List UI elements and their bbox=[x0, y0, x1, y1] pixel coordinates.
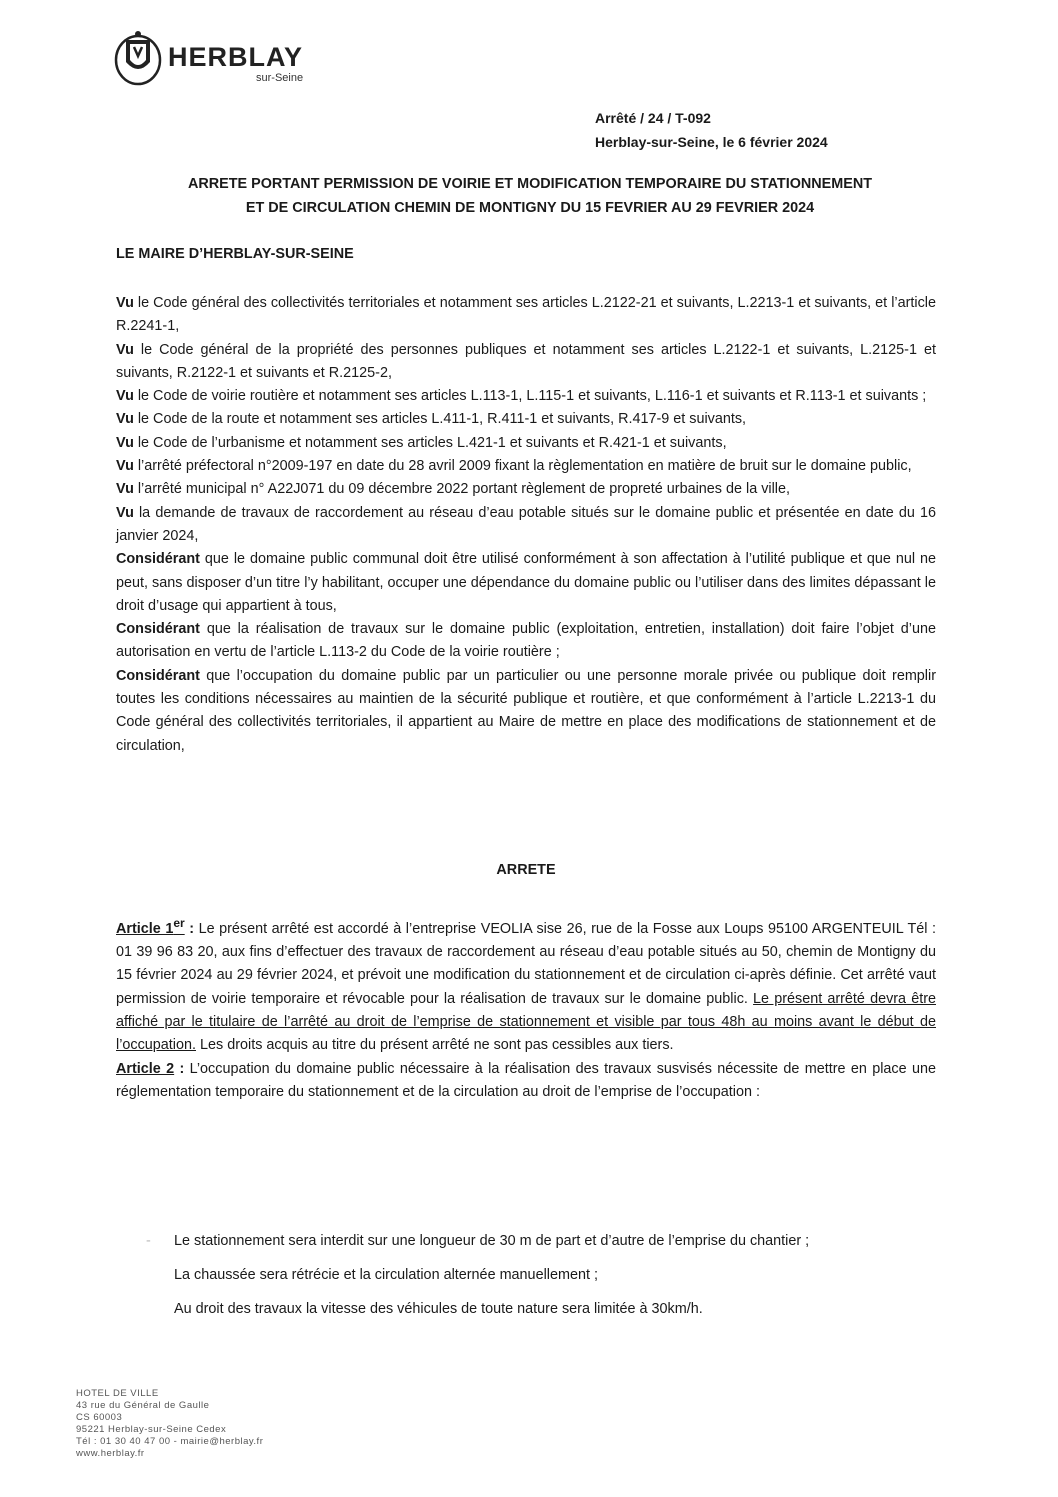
visa-text: le Code général des collectivités territoriales et notamment ses articles L.2122-21 et suivants, L.2213-1 et suivants, et l’article R.2241-1, bbox=[116, 295, 936, 335]
footer-line: CS 60003 bbox=[76, 1412, 123, 1423]
measure-item: - Le stationnement sera interdit sur une longueur de 30 m de part et d’autre de l’emprise du chantier ; bbox=[174, 1224, 936, 1258]
reference-block bbox=[595, 106, 828, 154]
city-crest-icon bbox=[112, 28, 164, 88]
visa-lead: Vu bbox=[116, 504, 134, 521]
visa-lead: Considérant bbox=[116, 667, 200, 684]
visa-lead: Vu bbox=[116, 458, 134, 475]
article-1-underlined: Le présent arrêté devra être affiché par le titulaire de l’arrêté au droit de l’emprise de stationnement et visible par tous 48h au moins avant le début de l’occupation. bbox=[116, 990, 936, 1054]
title-line-2: ET DE CIRCULATION CHEMIN DE MONTIGNY DU 15 FEVRIER AU 29 FEVRIER 2024 bbox=[245, 200, 815, 216]
article-1-label: Article 1 bbox=[116, 920, 174, 937]
visa-lead: Vu bbox=[116, 341, 134, 358]
arrete-heading: ARRETE bbox=[496, 862, 556, 878]
visa-text: que la réalisation de travaux sur le domaine public (exploitation, entretien, installation) doit faire l’objet d’une autorisation en vertu de l’article L.113-2 du Code de la voirie routière ; bbox=[116, 621, 936, 661]
footer-line: 95221 Herblay-sur-Seine Cedex bbox=[76, 1424, 227, 1435]
title-line-1: ARRETE PORTANT PERMISSION DE VOIRIE ET MODIFICATION TEMPORAIRE DU STATIONNEMENT bbox=[187, 176, 873, 192]
visa-item bbox=[116, 455, 936, 478]
measure-item: La chaussée sera rétrécie et la circulation alternée manuellement ; bbox=[174, 1267, 598, 1283]
article-2-text: L’occupation du domaine public nécessaire à la réalisation des travaux susvisés nécessite de mettre en place une réglementation temporaire du stationnement et de la circulation au droit de l’emprise de l’occupation : bbox=[116, 1060, 936, 1100]
visa-text: la demande de travaux de raccordement au réseau d’eau potable situés sur le domaine public et présentée en date du 16 janvier 2024, bbox=[116, 504, 936, 544]
visa-lead: Considérant bbox=[116, 621, 200, 638]
visa-text: le Code général de la propriété des personnes publiques et notamment ses articles L.2122-1 et suivants, L.2125-1 et suivants, R.2122-1 et suivants et R.2125-2, bbox=[116, 341, 936, 381]
visa-text: le Code de voirie routière et notamment ses articles L.113-1, L.115-1 et suivants, L.116-1 et suivants et R.113-1 et suivants ; bbox=[133, 388, 927, 405]
article-1-text-end: Les droits acquis au titre du présent arrêté ne sont pas cessibles aux tiers. bbox=[196, 1037, 674, 1054]
visa-item bbox=[116, 478, 936, 501]
visa-text: le Code de l’urbanisme et notamment ses articles L.421-1 et suivants et R.421-1 et suivants, bbox=[133, 434, 727, 451]
visa-item bbox=[116, 665, 936, 758]
article-2-sep: : bbox=[174, 1060, 190, 1077]
articles-section bbox=[116, 912, 936, 1104]
visa-lead: Considérant bbox=[116, 551, 200, 568]
article-1-text: Le présent arrêté est accordé à l’entreprise VEOLIA sise 26, rue de la Fosse aux Loups 95100 ARGENTEUIL Tél : 01 39 96 83 20, aux fins d’effectuer des travaux de raccordement au réseau d’eau potable situés au 50, chemin de Montigny du 15 février 2024 au 29 février 2024, et prévoit une modification du stationnement et de circulation ci-après définie. Cet arrêté vaut permission de voirie temporaire et révocable pour la réalisation de travaux sur le domaine public. bbox=[116, 920, 936, 1007]
visa-text: le Code de la route et notamment ses articles L.411-1, R.411-1 et suivants, R.417-9 et suivants, bbox=[133, 411, 747, 428]
visa-item bbox=[116, 432, 936, 455]
place-date: Herblay-sur-Seine, le 6 février 2024 bbox=[595, 134, 828, 150]
visa-text: que l’occupation du domaine public par un particulier ou une personne morale privée ou publique doit remplir toutes les conditions nécessaires au maintien de la sécurité publique et routière, et que conformément à l’article L.2213-1 du Code général des collectivités territoriales, il appartient au Maire de mettre en place des modifications de stationnement et de circulation, bbox=[116, 667, 936, 754]
arrete-number: Arrêté / 24 / T-092 bbox=[595, 110, 711, 126]
footer-line: Tél : 01 30 40 47 00 - mairie@herblay.fr bbox=[76, 1436, 264, 1447]
visa-item bbox=[116, 385, 936, 408]
visa-item bbox=[116, 618, 936, 665]
visa-lead: Vu bbox=[116, 388, 134, 405]
visa-lead: Vu bbox=[116, 481, 134, 498]
visa-item bbox=[116, 502, 936, 549]
footer-line: HOTEL DE VILLE bbox=[76, 1388, 159, 1399]
visa-text: que le domaine public communal doit être utilisé conformément à son affectation à l’utilité publique et que nul ne peut, sans disposer d’un titre l’y habilitant, occuper une dépendance du domaine public ou l’utiliser dans des limites dépassant le droit d’usage qui appartient à tous, bbox=[116, 551, 936, 614]
visa-item bbox=[116, 339, 936, 386]
footer-address bbox=[76, 1388, 263, 1460]
visa-item bbox=[116, 548, 936, 618]
visa-lead: Vu bbox=[116, 295, 134, 311]
visa-lead: Vu bbox=[116, 411, 134, 428]
article-1 bbox=[116, 912, 936, 1058]
bullet-icon: - bbox=[146, 1233, 151, 1249]
document-title bbox=[112, 172, 948, 220]
footer-line: 43 rue du Général de Gaulle bbox=[76, 1400, 210, 1411]
footer-line: www.herblay.fr bbox=[76, 1448, 145, 1459]
measures-list bbox=[146, 1224, 936, 1326]
visa-text: l’arrêté préfectoral n°2009-197 en date du 28 avril 2009 fixant la règlementation en matière de bruit sur le domaine public, bbox=[133, 458, 912, 475]
herblay-logo bbox=[112, 28, 332, 90]
article-2 bbox=[116, 1058, 936, 1105]
city-name: HERBLAY bbox=[168, 42, 304, 72]
maire-heading: LE MAIRE D’HERBLAY-SUR-SEINE bbox=[116, 246, 354, 262]
article-2-label: Article 2 bbox=[116, 1060, 175, 1077]
visa-item bbox=[116, 292, 936, 339]
city-subtitle: sur-Seine bbox=[256, 72, 304, 84]
measure-item: Au droit des travaux la vitesse des véhicules de toute nature sera limitée à 30km/h. bbox=[174, 1301, 703, 1317]
visa-item bbox=[116, 408, 936, 431]
visa-text: l’arrêté municipal n° A22J071 du 09 décembre 2022 portant règlement de propreté urbaines de la ville, bbox=[133, 481, 790, 498]
article-1-sep: : bbox=[184, 920, 199, 937]
visa-lead: Vu bbox=[116, 434, 134, 451]
visas-section bbox=[116, 292, 936, 758]
article-1-sup: er bbox=[173, 916, 185, 930]
